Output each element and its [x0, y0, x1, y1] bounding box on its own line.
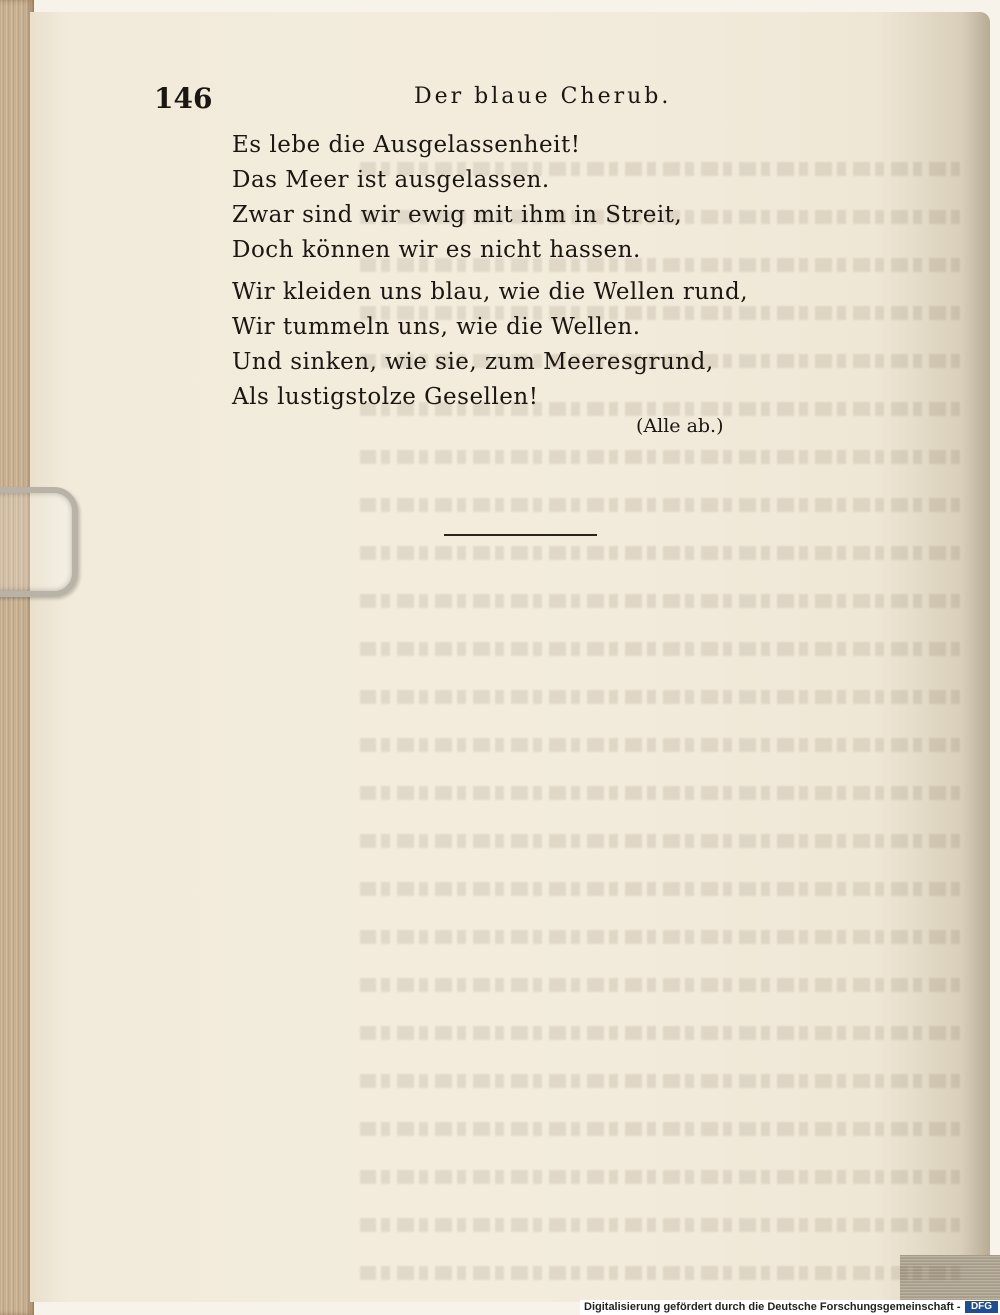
stanza-1	[232, 128, 682, 268]
funding-credit: Digitalisierung gefördert durch die Deutsche Forschungsgemeinschaft -	[584, 1301, 961, 1313]
stage-direction: (Alle ab.)	[636, 415, 724, 437]
stanza-2	[232, 275, 748, 415]
page-clip	[0, 487, 78, 597]
verse-line: Als lustigstolze Gesellen!	[232, 384, 539, 410]
verse-line: Doch können wir es nicht hassen.	[232, 237, 641, 263]
dfg-logo: DFG	[965, 1301, 998, 1313]
verse-line: Wir kleiden uns blau, wie die Wellen rund,	[232, 279, 749, 305]
verse-line: Zwar sind wir ewig mit ihm in Streit,	[232, 202, 683, 228]
running-title: Der blaue Cherub.	[414, 84, 672, 109]
verse-line: Es lebe die Ausgelassenheit!	[232, 132, 581, 158]
book-page-edges	[0, 0, 34, 1315]
page-number: 146	[154, 82, 213, 115]
verse-line: Und sinken, wie sie, zum Meeresgrund,	[232, 349, 714, 375]
end-rule	[444, 534, 597, 536]
verse-line: Das Meer ist ausgelassen.	[232, 167, 550, 193]
verse-line: Wir tummeln uns, wie die Wellen.	[232, 314, 641, 340]
